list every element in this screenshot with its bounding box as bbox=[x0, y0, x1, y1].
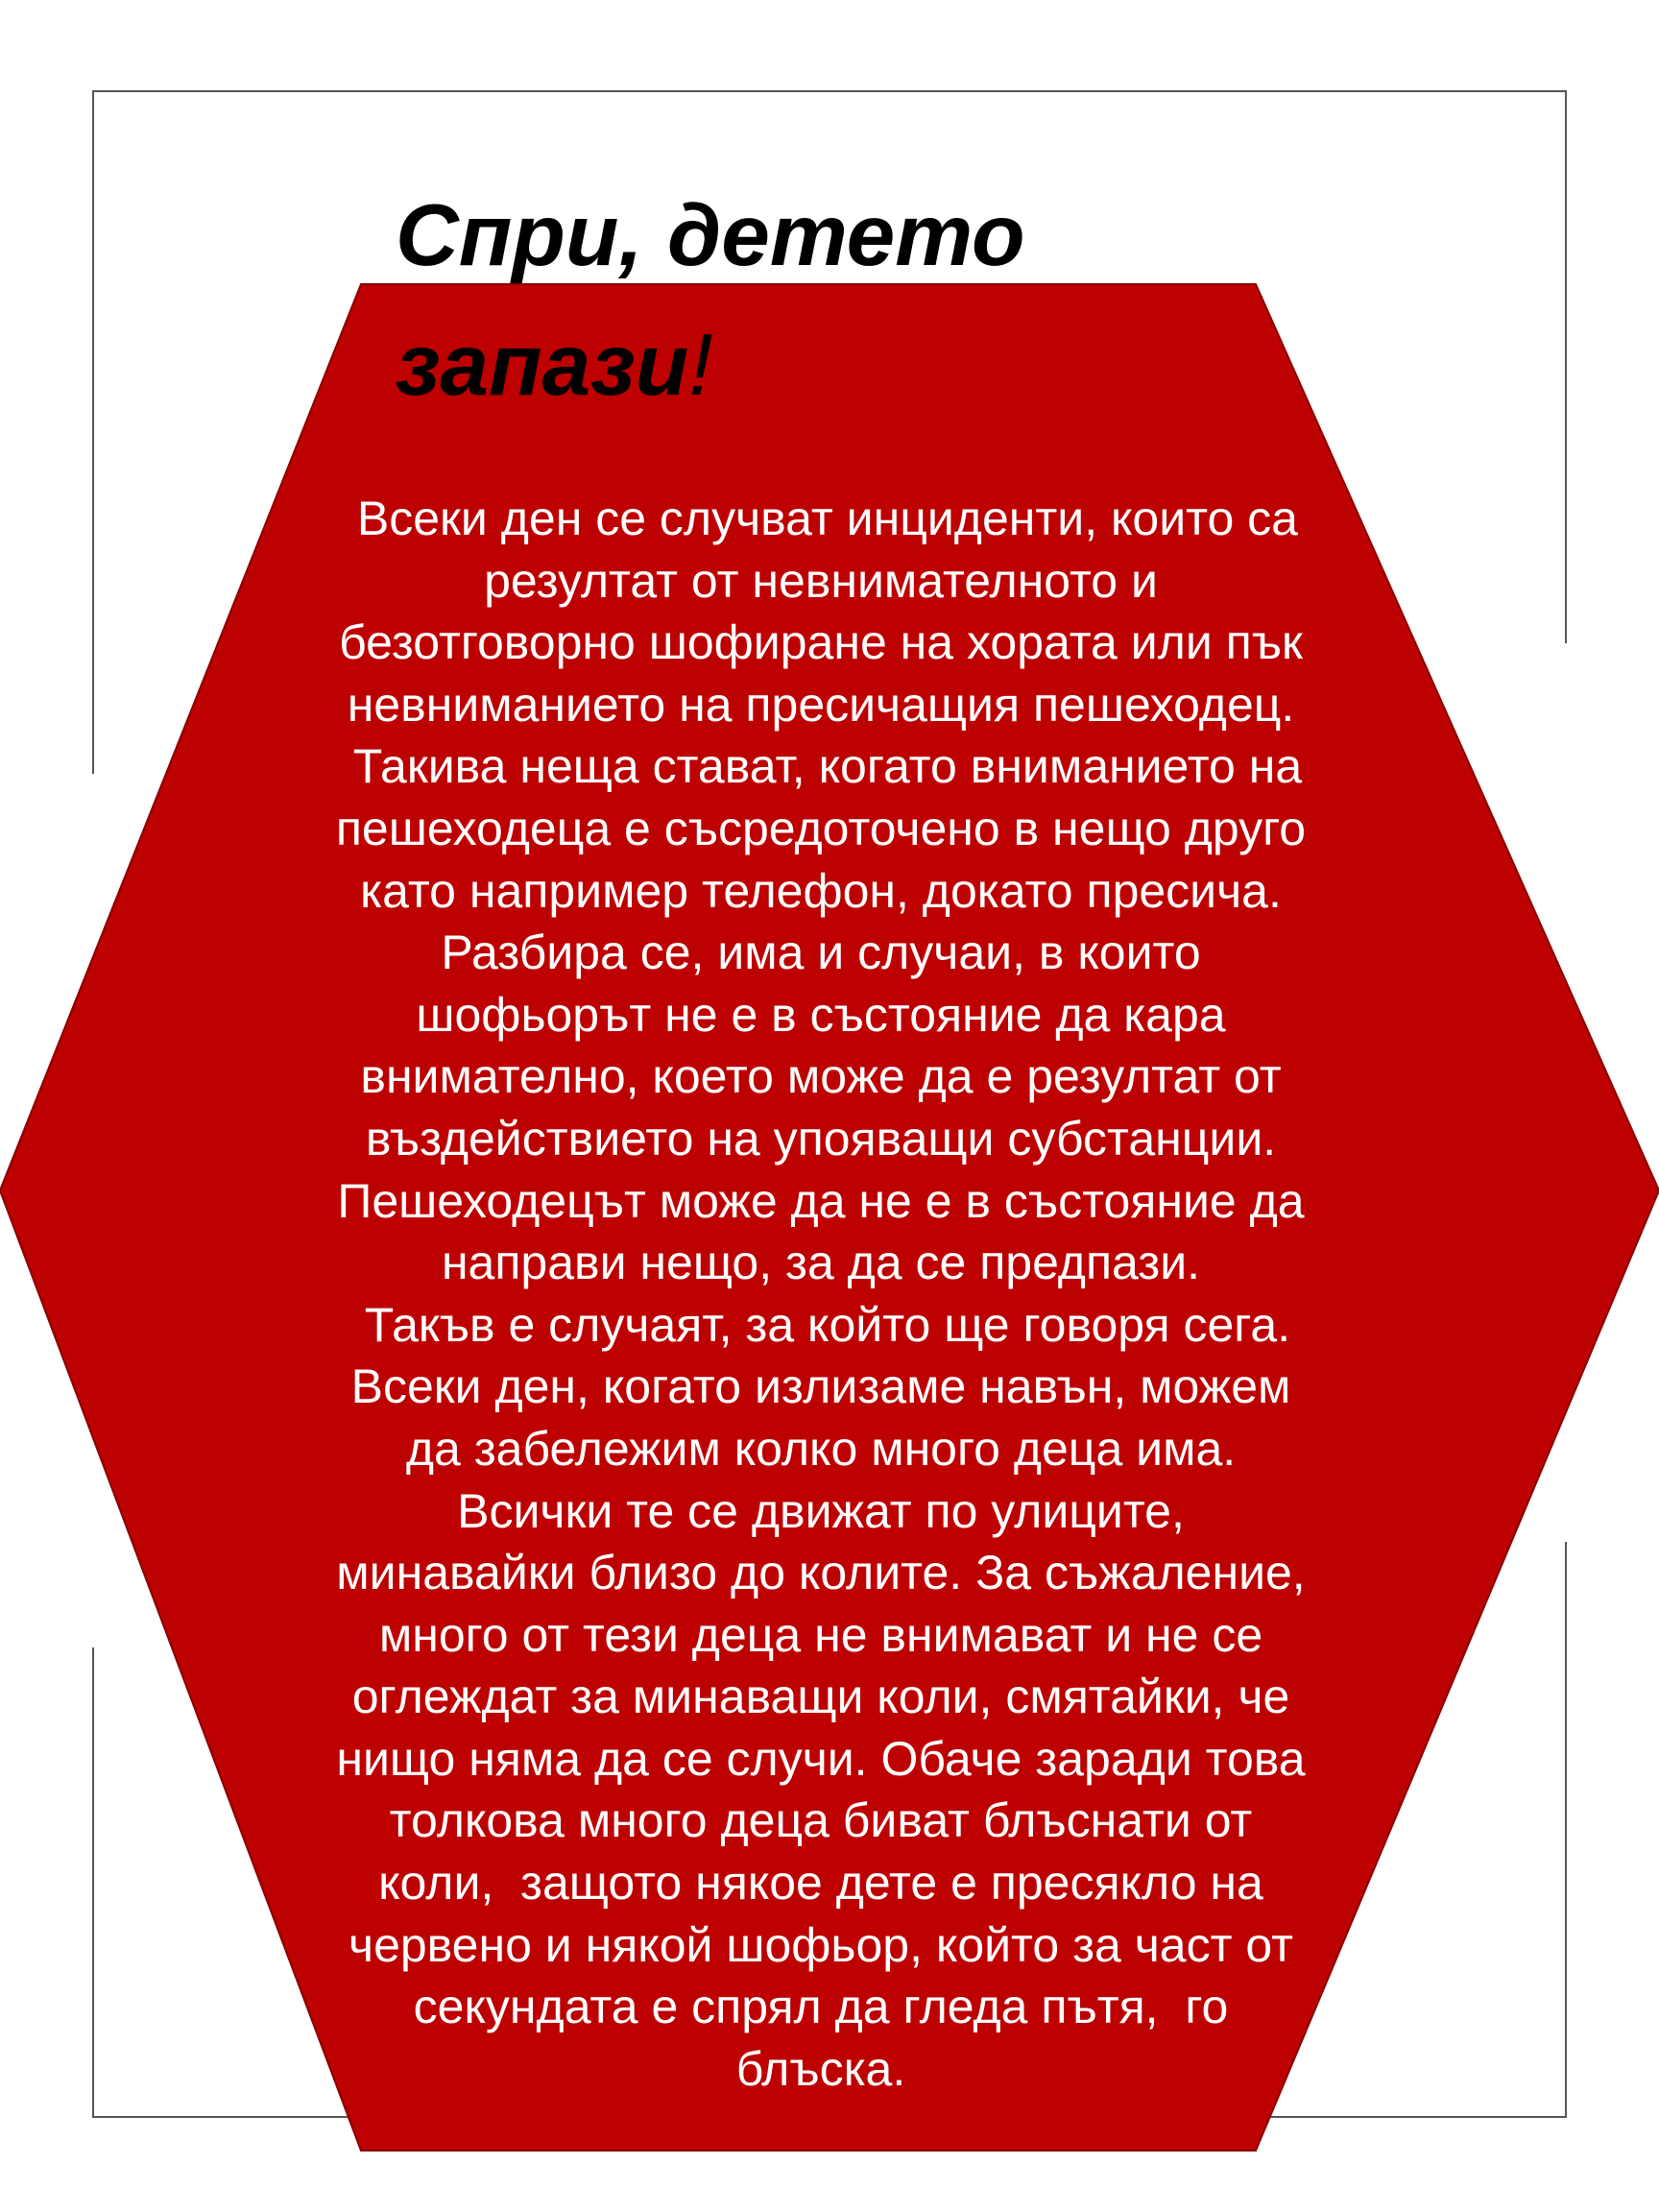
body-line: Разбира се, има и случаи, в които bbox=[441, 926, 1201, 980]
title-line-2 bbox=[396, 301, 1260, 430]
body-line: оглеждат за минаващи коли, смятайки, че bbox=[351, 1670, 1290, 1724]
body-line: Такъв е случаят, за който ще говоря сега. bbox=[350, 1297, 1291, 1352]
body-line: Всички те се движат по улиците, bbox=[457, 1483, 1185, 1538]
body-line: нищо няма да се случи. Обаче заради това bbox=[336, 1731, 1306, 1786]
title-line-2-text: запази bbox=[396, 317, 689, 414]
body-line: направи нещо, за да се предпази. bbox=[441, 1236, 1201, 1290]
body-line: Такива неща стават, когато вниманието на bbox=[339, 739, 1303, 794]
body-line: червено и някой шофьор, който за част от bbox=[349, 1917, 1293, 1972]
body-line: Всеки ден се случват инциденти, които са bbox=[344, 492, 1298, 545]
title-exclamation: ! bbox=[688, 317, 713, 414]
body-line: като например телефон, докато пресича. bbox=[360, 863, 1282, 918]
body-line: шофьорът не е в състояние да кара bbox=[416, 987, 1226, 1042]
body-line: внимателно, което може да е резултат от bbox=[360, 1049, 1282, 1104]
body-line: секундата е спрял да гледа пътя, го bbox=[413, 1980, 1229, 2034]
body-paragraph bbox=[288, 488, 1354, 2100]
body-line: пешеходеца е съсредоточено в нещо друго bbox=[335, 801, 1307, 855]
body-line: Пешеходецът може да не е в състояние да bbox=[337, 1173, 1305, 1228]
body-line: резултат от невнимателното и bbox=[484, 553, 1158, 608]
body-line: Всеки ден, когато излизаме навън, можем bbox=[350, 1359, 1291, 1414]
body-line: коли, защото някое дете е пресякло на bbox=[378, 1856, 1263, 1911]
body-line: толкова много деца биват блъснати от bbox=[389, 1793, 1253, 1848]
body-line: много от тези деца не внимават и не се bbox=[378, 1607, 1263, 1662]
body-line: въздействието на упояващи субстанции. bbox=[365, 1111, 1277, 1166]
body-line: невниманието на пресичащия пешеходец. bbox=[347, 677, 1295, 732]
body-line: минавайки близо до колите. За съжаление, bbox=[336, 1546, 1306, 1600]
body-line: да забележим колко много деца има. bbox=[405, 1421, 1237, 1476]
title-line-1: Спри, детето bbox=[396, 187, 1025, 284]
page-title bbox=[396, 171, 1260, 430]
body-line: безотговорно шофиране на хората или пък bbox=[339, 615, 1303, 670]
body-line: блъска. bbox=[735, 2041, 906, 2096]
